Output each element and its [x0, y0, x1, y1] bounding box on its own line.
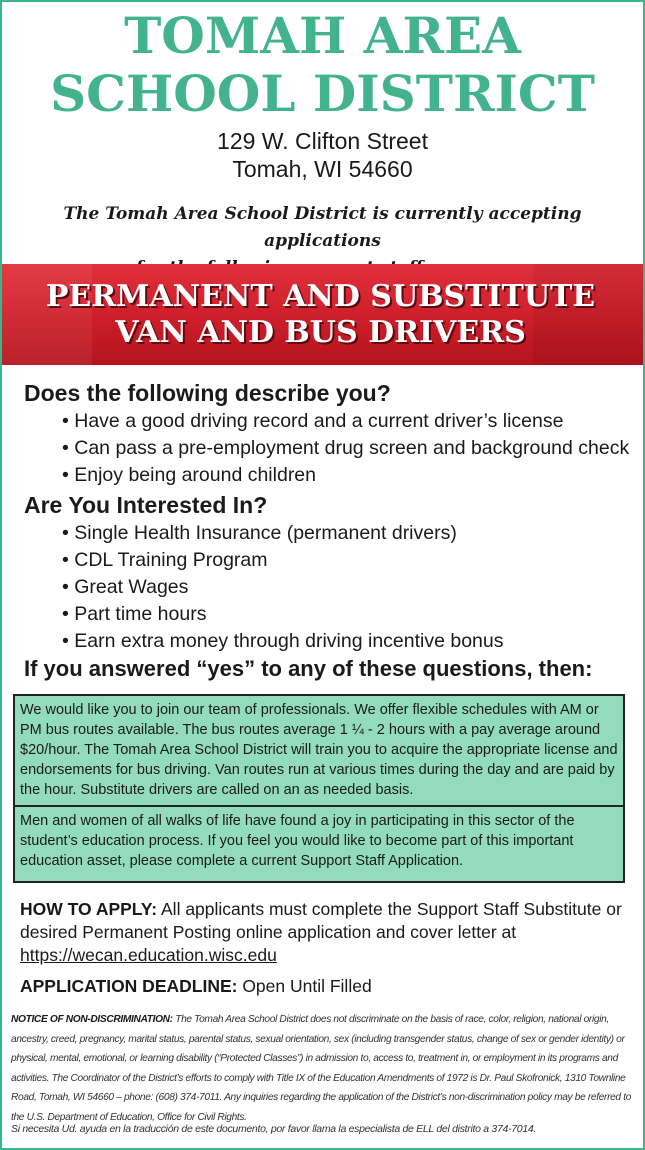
- application-deadline: [20, 975, 372, 998]
- banner-line2: VAN AND BUS DRIVERS: [115, 315, 526, 350]
- list-item: • Have a good driving record and a current driver’s license: [62, 408, 629, 435]
- list-item: • Single Health Insurance (permanent drivers): [62, 520, 504, 547]
- translation-note: Si necesita Ud. ayuda en la traducción de este documento, por favor llama la especialista de ELL del distrito a 374-7014.: [11, 1123, 537, 1135]
- list-item: • Enjoy being around children: [62, 462, 629, 489]
- question-heading-describe: Does the following describe you?: [24, 380, 391, 406]
- application-link[interactable]: https://wecan.education.wisc.edu: [20, 945, 277, 965]
- address-street: 129 W. Clifton Street: [217, 128, 428, 154]
- intro-line1: The Tomah Area School District is currently accepting applications: [63, 204, 582, 251]
- list-item: • Great Wages: [62, 574, 504, 601]
- interested-list: [62, 520, 504, 655]
- list-item: • Earn extra money through driving incentive bonus: [62, 628, 504, 655]
- list-item: • Can pass a pre-employment drug screen and background check: [62, 435, 629, 462]
- notice-text: The Tomah Area School District does not discriminate on the basis of race, color, religion, national origin, ancestry, creed, pregnancy, marital status, parental status, sexual orientation, sex (including transgender status, change of sex or gender identity) or physical, mental, emotional, or learning disability (“Protected Classes”) in admission to, access to, treatment in, or employment in its programs and activities. The Coordinator of the District’s efforts to comply with Title IX of the Education Amendments of 1972 is Dr. Paul Skofronick, 1310 Townline Road, Tomah, WI 54660 – phone: (608) 374-7011. Any inquiries regarding the application of the District’s non-discrimination policy may be referred to the U.S. Department of Education, Office for Civil Rights.: [11, 1014, 632, 1123]
- info-box-routes: We would like you to join our team of professionals. We offer flexible schedules with AM or PM bus routes available. The bus routes average 1 ¼ - 2 hours with a pay average around $20/hour. The Tomah Area School District will train you to acquire the appropriate license and endorsements for bus driving. Van routes run at various times during the day and are paid by the hour. Substitute drivers are called on an as needed basis.: [13, 694, 625, 807]
- answer-heading: If you answered “yes” to any of these questions, then:: [24, 656, 593, 681]
- apply-text: All applicants must complete the Support Staff Substitute or desired Permanent Posting online application and cover letter at: [20, 899, 622, 942]
- non-discrimination-notice: [11, 1010, 636, 1127]
- banner-line1: PERMANENT AND SUBSTITUTE: [45, 279, 596, 314]
- info-box-join: Men and women of all walks of life have found a joy in participating in this sector of the student’s education process. If you feel you would like to become part of this important education asset, please complete a current Support Staff Application.: [13, 805, 625, 883]
- district-title-line1: TOMAH AREA: [124, 6, 521, 65]
- district-title-line2: SCHOOL DISTRICT: [50, 64, 595, 123]
- address-city: Tomah, WI 54660: [232, 156, 413, 182]
- how-to-apply: [20, 898, 632, 967]
- list-item: • CDL Training Program: [62, 547, 504, 574]
- question-heading-interested: Are You Interested In?: [24, 492, 268, 518]
- apply-label: HOW TO APPLY:: [20, 899, 158, 919]
- describe-list: [62, 408, 629, 489]
- notice-label: NOTICE OF NON-DISCRIMINATION:: [11, 1014, 173, 1025]
- deadline-value: Open Until Filled: [237, 976, 372, 996]
- list-item: • Part time hours: [62, 601, 504, 628]
- deadline-label: APPLICATION DEADLINE:: [20, 976, 238, 996]
